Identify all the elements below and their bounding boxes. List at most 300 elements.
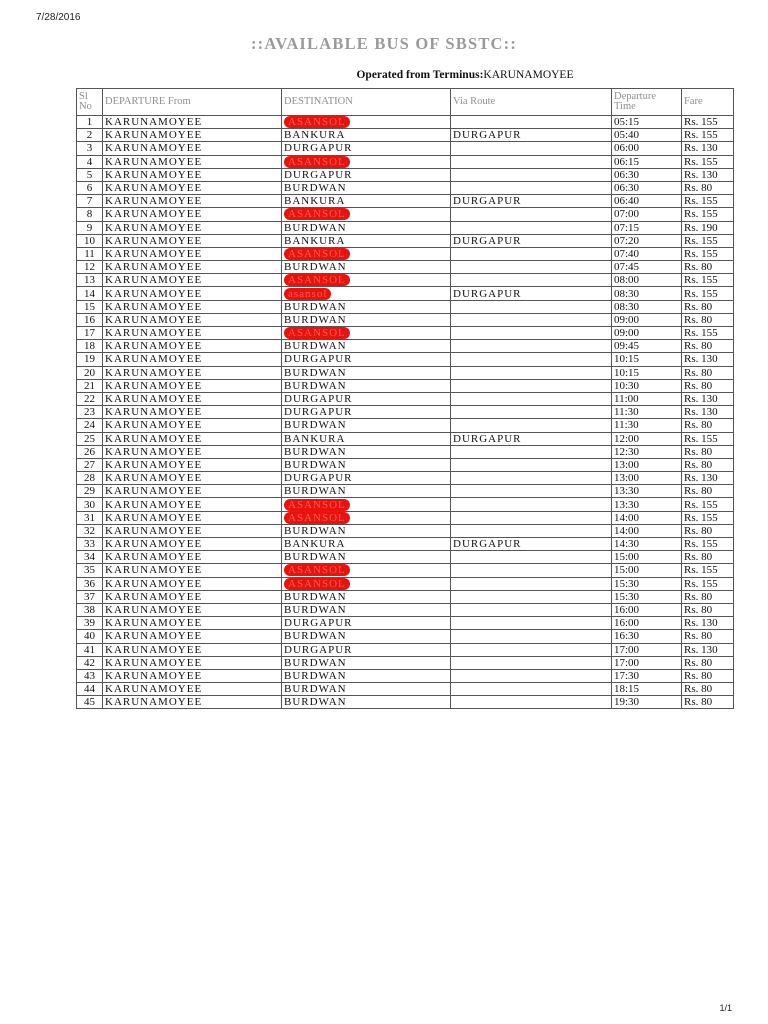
cell-departure: KARUNAMOYEE <box>103 696 282 709</box>
cell-sl: 21 <box>77 379 103 392</box>
cell-fare: Rs. 80 <box>682 683 734 696</box>
table-row <box>77 340 734 353</box>
cell-time: 15:30 <box>612 577 682 590</box>
cell-fare: Rs. 80 <box>682 313 734 326</box>
cell-via <box>451 406 612 419</box>
cell-sl: 41 <box>77 643 103 656</box>
bus-table-container <box>76 88 733 709</box>
cell-fare: Rs. 155 <box>682 155 734 168</box>
table-row <box>77 313 734 326</box>
cell-sl: 12 <box>77 261 103 274</box>
cell-fare: Rs. 80 <box>682 181 734 194</box>
terminus-value: KARUNAMOYEE <box>483 69 574 81</box>
cell-time: 11:30 <box>612 419 682 432</box>
cell-time: 06:30 <box>612 181 682 194</box>
cell-destination: BANKURA <box>282 538 451 551</box>
cell-departure: KARUNAMOYEE <box>103 498 282 511</box>
table-row <box>77 168 734 181</box>
destination-highlight: ASANSOL <box>284 564 350 576</box>
cell-via <box>451 696 612 709</box>
cell-fare: Rs. 130 <box>682 353 734 366</box>
destination-highlight: ASANSOL <box>284 512 350 524</box>
cell-via <box>451 313 612 326</box>
cell-via <box>451 617 612 630</box>
cell-sl: 32 <box>77 524 103 537</box>
cell-sl: 38 <box>77 603 103 616</box>
cell-destination: BURDWAN <box>282 419 451 432</box>
cell-time: 11:00 <box>612 392 682 405</box>
table-row <box>77 630 734 643</box>
cell-sl: 2 <box>77 129 103 142</box>
cell-via <box>451 261 612 274</box>
terminus-subtitle <box>0 69 768 81</box>
cell-fare: Rs. 155 <box>682 234 734 247</box>
cell-destination: BURDWAN <box>282 458 451 471</box>
cell-time: 13:00 <box>612 458 682 471</box>
cell-time: 17:00 <box>612 656 682 669</box>
cell-destination: BANKURA <box>282 234 451 247</box>
cell-destination <box>282 116 451 129</box>
cell-via <box>451 630 612 643</box>
cell-time: 16:30 <box>612 630 682 643</box>
cell-departure: KARUNAMOYEE <box>103 129 282 142</box>
cell-fare: Rs. 155 <box>682 327 734 340</box>
table-row <box>77 696 734 709</box>
table-row <box>77 485 734 498</box>
table-row <box>77 590 734 603</box>
destination-highlight: ASANSOL <box>284 274 350 286</box>
table-row <box>77 247 734 260</box>
cell-time: 06:40 <box>612 195 682 208</box>
cell-destination <box>282 155 451 168</box>
table-row <box>77 208 734 221</box>
cell-departure: KARUNAMOYEE <box>103 116 282 129</box>
cell-time: 07:15 <box>612 221 682 234</box>
page-title: ::AVAILABLE BUS OF SBSTC:: <box>250 34 518 53</box>
cell-departure: KARUNAMOYEE <box>103 168 282 181</box>
cell-sl: 26 <box>77 445 103 458</box>
cell-via <box>451 603 612 616</box>
cell-departure: KARUNAMOYEE <box>103 458 282 471</box>
cell-via <box>451 181 612 194</box>
cell-departure: KARUNAMOYEE <box>103 472 282 485</box>
table-row <box>77 577 734 590</box>
cell-sl: 3 <box>77 142 103 155</box>
cell-time: 08:00 <box>612 274 682 287</box>
table-row <box>77 458 734 471</box>
cell-via <box>451 366 612 379</box>
cell-time: 07:45 <box>612 261 682 274</box>
cell-destination <box>282 287 451 300</box>
cell-sl: 19 <box>77 353 103 366</box>
cell-fare: Rs. 155 <box>682 564 734 577</box>
cell-via <box>451 300 612 313</box>
bus-schedule-table <box>76 88 734 709</box>
column-header-sl: Sl No <box>77 89 103 116</box>
cell-departure: KARUNAMOYEE <box>103 392 282 405</box>
cell-time: 05:40 <box>612 129 682 142</box>
cell-destination: BURDWAN <box>282 551 451 564</box>
cell-via <box>451 327 612 340</box>
cell-sl: 11 <box>77 247 103 260</box>
cell-fare: Rs. 155 <box>682 432 734 445</box>
cell-sl: 20 <box>77 366 103 379</box>
cell-time: 06:00 <box>612 142 682 155</box>
table-row <box>77 472 734 485</box>
cell-sl: 8 <box>77 208 103 221</box>
cell-time: 14:30 <box>612 538 682 551</box>
cell-destination: BURDWAN <box>282 379 451 392</box>
cell-fare: Rs. 80 <box>682 551 734 564</box>
cell-fare: Rs. 80 <box>682 603 734 616</box>
cell-destination: BURDWAN <box>282 669 451 682</box>
cell-destination: DURGAPUR <box>282 168 451 181</box>
cell-via: DURGAPUR <box>451 432 612 445</box>
cell-departure: KARUNAMOYEE <box>103 603 282 616</box>
cell-sl: 15 <box>77 300 103 313</box>
cell-via: DURGAPUR <box>451 129 612 142</box>
cell-time: 12:00 <box>612 432 682 445</box>
cell-fare: Rs. 80 <box>682 458 734 471</box>
cell-departure: KARUNAMOYEE <box>103 577 282 590</box>
cell-time: 11:30 <box>612 406 682 419</box>
cell-sl: 29 <box>77 485 103 498</box>
cell-departure: KARUNAMOYEE <box>103 683 282 696</box>
cell-via <box>451 379 612 392</box>
cell-time: 08:30 <box>612 287 682 300</box>
table-row <box>77 300 734 313</box>
cell-via <box>451 274 612 287</box>
destination-highlight: ASANSOL <box>284 327 350 339</box>
table-row <box>77 221 734 234</box>
cell-sl: 27 <box>77 458 103 471</box>
cell-destination <box>282 274 451 287</box>
cell-time: 13:00 <box>612 472 682 485</box>
cell-destination: BURDWAN <box>282 696 451 709</box>
cell-fare: Rs. 80 <box>682 524 734 537</box>
cell-time: 06:15 <box>612 155 682 168</box>
table-row <box>77 643 734 656</box>
destination-highlight: ASANSOL <box>284 156 350 168</box>
destination-highlight: ASANSOL <box>284 248 350 260</box>
cell-sl: 28 <box>77 472 103 485</box>
table-row <box>77 445 734 458</box>
column-header-destination: DESTINATION <box>282 89 451 116</box>
cell-via: DURGAPUR <box>451 538 612 551</box>
cell-destination <box>282 577 451 590</box>
cell-destination: DURGAPUR <box>282 643 451 656</box>
cell-departure: KARUNAMOYEE <box>103 551 282 564</box>
cell-fare: Rs. 155 <box>682 511 734 524</box>
cell-time: 07:20 <box>612 234 682 247</box>
cell-departure: KARUNAMOYEE <box>103 432 282 445</box>
cell-destination: BURDWAN <box>282 656 451 669</box>
cell-via <box>451 669 612 682</box>
cell-fare: Rs. 155 <box>682 208 734 221</box>
cell-departure: KARUNAMOYEE <box>103 419 282 432</box>
cell-fare: Rs. 80 <box>682 630 734 643</box>
cell-time: 08:30 <box>612 300 682 313</box>
destination-highlight: ASANSOL <box>284 208 350 220</box>
cell-sl: 6 <box>77 181 103 194</box>
cell-destination: DURGAPUR <box>282 392 451 405</box>
page-number: 1/1 <box>719 1003 732 1013</box>
cell-time: 13:30 <box>612 485 682 498</box>
cell-fare: Rs. 130 <box>682 392 734 405</box>
cell-destination: BANKURA <box>282 129 451 142</box>
table-row <box>77 551 734 564</box>
cell-fare: Rs. 80 <box>682 261 734 274</box>
table-row <box>77 617 734 630</box>
cell-destination: BURDWAN <box>282 300 451 313</box>
cell-time: 07:40 <box>612 247 682 260</box>
table-row <box>77 669 734 682</box>
cell-sl: 40 <box>77 630 103 643</box>
cell-destination <box>282 208 451 221</box>
cell-destination: BURDWAN <box>282 181 451 194</box>
cell-time: 15:30 <box>612 590 682 603</box>
cell-departure: KARUNAMOYEE <box>103 155 282 168</box>
cell-via <box>451 458 612 471</box>
cell-sl: 37 <box>77 590 103 603</box>
cell-fare: Rs. 80 <box>682 485 734 498</box>
cell-sl: 22 <box>77 392 103 405</box>
cell-departure: KARUNAMOYEE <box>103 379 282 392</box>
cell-time: 10:30 <box>612 379 682 392</box>
cell-destination: DURGAPUR <box>282 472 451 485</box>
table-row <box>77 392 734 405</box>
table-row <box>77 287 734 300</box>
table-row <box>77 181 734 194</box>
cell-destination: BANKURA <box>282 432 451 445</box>
cell-time: 10:15 <box>612 366 682 379</box>
table-row <box>77 538 734 551</box>
cell-fare: Rs. 80 <box>682 656 734 669</box>
table-row <box>77 419 734 432</box>
cell-via <box>451 247 612 260</box>
cell-via <box>451 208 612 221</box>
table-row <box>77 564 734 577</box>
table-row <box>77 603 734 616</box>
cell-via <box>451 340 612 353</box>
cell-departure: KARUNAMOYEE <box>103 511 282 524</box>
cell-sl: 10 <box>77 234 103 247</box>
cell-sl: 45 <box>77 696 103 709</box>
cell-via <box>451 498 612 511</box>
cell-via <box>451 643 612 656</box>
table-row <box>77 129 734 142</box>
cell-departure: KARUNAMOYEE <box>103 274 282 287</box>
cell-fare: Rs. 155 <box>682 195 734 208</box>
cell-destination: BURDWAN <box>282 524 451 537</box>
cell-via <box>451 524 612 537</box>
cell-sl: 16 <box>77 313 103 326</box>
cell-sl: 14 <box>77 287 103 300</box>
cell-destination: BURDWAN <box>282 683 451 696</box>
cell-time: 15:00 <box>612 551 682 564</box>
cell-via <box>451 392 612 405</box>
table-row <box>77 274 734 287</box>
column-header-time: Departure Time <box>612 89 682 116</box>
cell-via <box>451 577 612 590</box>
column-header-departure: DEPARTURE From <box>103 89 282 116</box>
cell-departure: KARUNAMOYEE <box>103 300 282 313</box>
cell-fare: Rs. 155 <box>682 538 734 551</box>
table-row <box>77 406 734 419</box>
cell-time: 07:00 <box>612 208 682 221</box>
cell-departure: KARUNAMOYEE <box>103 313 282 326</box>
destination-highlight: ASANSOL <box>284 116 350 128</box>
cell-via <box>451 472 612 485</box>
cell-destination: BURDWAN <box>282 366 451 379</box>
cell-sl: 34 <box>77 551 103 564</box>
cell-via: DURGAPUR <box>451 287 612 300</box>
cell-destination: BURDWAN <box>282 485 451 498</box>
cell-departure: KARUNAMOYEE <box>103 617 282 630</box>
cell-departure: KARUNAMOYEE <box>103 656 282 669</box>
cell-time: 09:00 <box>612 313 682 326</box>
cell-destination: BURDWAN <box>282 313 451 326</box>
cell-via <box>451 445 612 458</box>
cell-fare: Rs. 80 <box>682 366 734 379</box>
cell-sl: 23 <box>77 406 103 419</box>
cell-fare: Rs. 155 <box>682 577 734 590</box>
cell-via: DURGAPUR <box>451 195 612 208</box>
table-row <box>77 116 734 129</box>
cell-departure: KARUNAMOYEE <box>103 538 282 551</box>
cell-destination: DURGAPUR <box>282 142 451 155</box>
cell-departure: KARUNAMOYEE <box>103 564 282 577</box>
cell-via <box>451 221 612 234</box>
cell-sl: 33 <box>77 538 103 551</box>
table-row <box>77 498 734 511</box>
cell-time: 14:00 <box>612 524 682 537</box>
cell-sl: 39 <box>77 617 103 630</box>
cell-via <box>451 564 612 577</box>
cell-departure: KARUNAMOYEE <box>103 247 282 260</box>
cell-fare: Rs. 80 <box>682 419 734 432</box>
cell-time: 05:15 <box>612 116 682 129</box>
cell-fare: Rs. 190 <box>682 221 734 234</box>
table-row <box>77 261 734 274</box>
cell-departure: KARUNAMOYEE <box>103 142 282 155</box>
cell-fare: Rs. 155 <box>682 247 734 260</box>
table-row <box>77 155 734 168</box>
cell-fare: Rs. 80 <box>682 379 734 392</box>
cell-destination: BURDWAN <box>282 603 451 616</box>
table-row <box>77 379 734 392</box>
cell-sl: 31 <box>77 511 103 524</box>
cell-departure: KARUNAMOYEE <box>103 261 282 274</box>
cell-departure: KARUNAMOYEE <box>103 630 282 643</box>
cell-fare: Rs. 130 <box>682 472 734 485</box>
cell-sl: 42 <box>77 656 103 669</box>
cell-fare: Rs. 80 <box>682 669 734 682</box>
cell-destination: DURGAPUR <box>282 406 451 419</box>
cell-fare: Rs. 130 <box>682 142 734 155</box>
cell-fare: Rs. 130 <box>682 168 734 181</box>
cell-destination <box>282 564 451 577</box>
cell-fare: Rs. 130 <box>682 643 734 656</box>
cell-time: 17:30 <box>612 669 682 682</box>
cell-fare: Rs. 80 <box>682 696 734 709</box>
cell-departure: KARUNAMOYEE <box>103 643 282 656</box>
table-row <box>77 656 734 669</box>
cell-sl: 4 <box>77 155 103 168</box>
cell-destination: BURDWAN <box>282 445 451 458</box>
cell-time: 17:00 <box>612 643 682 656</box>
cell-sl: 43 <box>77 669 103 682</box>
cell-departure: KARUNAMOYEE <box>103 340 282 353</box>
cell-via <box>451 419 612 432</box>
cell-departure: KARUNAMOYEE <box>103 445 282 458</box>
cell-departure: KARUNAMOYEE <box>103 287 282 300</box>
cell-sl: 5 <box>77 168 103 181</box>
cell-departure: KARUNAMOYEE <box>103 590 282 603</box>
cell-via <box>451 511 612 524</box>
cell-destination: DURGAPUR <box>282 353 451 366</box>
cell-sl: 36 <box>77 577 103 590</box>
destination-highlight: asansol <box>284 288 331 300</box>
destination-highlight: ASANSOL <box>284 578 350 590</box>
cell-via <box>451 353 612 366</box>
cell-via <box>451 551 612 564</box>
cell-destination: BURDWAN <box>282 630 451 643</box>
cell-fare: Rs. 155 <box>682 274 734 287</box>
table-row <box>77 327 734 340</box>
cell-time: 13:30 <box>612 498 682 511</box>
cell-departure: KARUNAMOYEE <box>103 181 282 194</box>
cell-sl: 1 <box>77 116 103 129</box>
column-header-via: Via Route <box>451 89 612 116</box>
cell-time: 14:00 <box>612 511 682 524</box>
cell-sl: 18 <box>77 340 103 353</box>
table-row <box>77 142 734 155</box>
cell-time: 06:30 <box>612 168 682 181</box>
cell-destination: BURDWAN <box>282 340 451 353</box>
cell-departure: KARUNAMOYEE <box>103 353 282 366</box>
cell-fare: Rs. 130 <box>682 406 734 419</box>
cell-departure: KARUNAMOYEE <box>103 195 282 208</box>
table-header-row <box>77 89 734 116</box>
cell-time: 09:45 <box>612 340 682 353</box>
table-row <box>77 511 734 524</box>
cell-destination: DURGAPUR <box>282 617 451 630</box>
cell-fare: Rs. 80 <box>682 590 734 603</box>
cell-departure: KARUNAMOYEE <box>103 366 282 379</box>
cell-sl: 25 <box>77 432 103 445</box>
cell-destination: BANKURA <box>282 195 451 208</box>
print-date: 7/28/2016 <box>36 12 81 23</box>
cell-via <box>451 656 612 669</box>
cell-destination: BURDWAN <box>282 221 451 234</box>
cell-fare: Rs. 80 <box>682 300 734 313</box>
cell-fare: Rs. 155 <box>682 498 734 511</box>
cell-time: 09:00 <box>612 327 682 340</box>
cell-destination <box>282 327 451 340</box>
cell-time: 16:00 <box>612 617 682 630</box>
cell-departure: KARUNAMOYEE <box>103 669 282 682</box>
cell-departure: KARUNAMOYEE <box>103 221 282 234</box>
cell-via <box>451 116 612 129</box>
cell-sl: 44 <box>77 683 103 696</box>
table-body <box>77 116 734 709</box>
cell-via <box>451 142 612 155</box>
cell-fare: Rs. 130 <box>682 617 734 630</box>
table-row <box>77 195 734 208</box>
cell-time: 12:30 <box>612 445 682 458</box>
cell-departure: KARUNAMOYEE <box>103 208 282 221</box>
